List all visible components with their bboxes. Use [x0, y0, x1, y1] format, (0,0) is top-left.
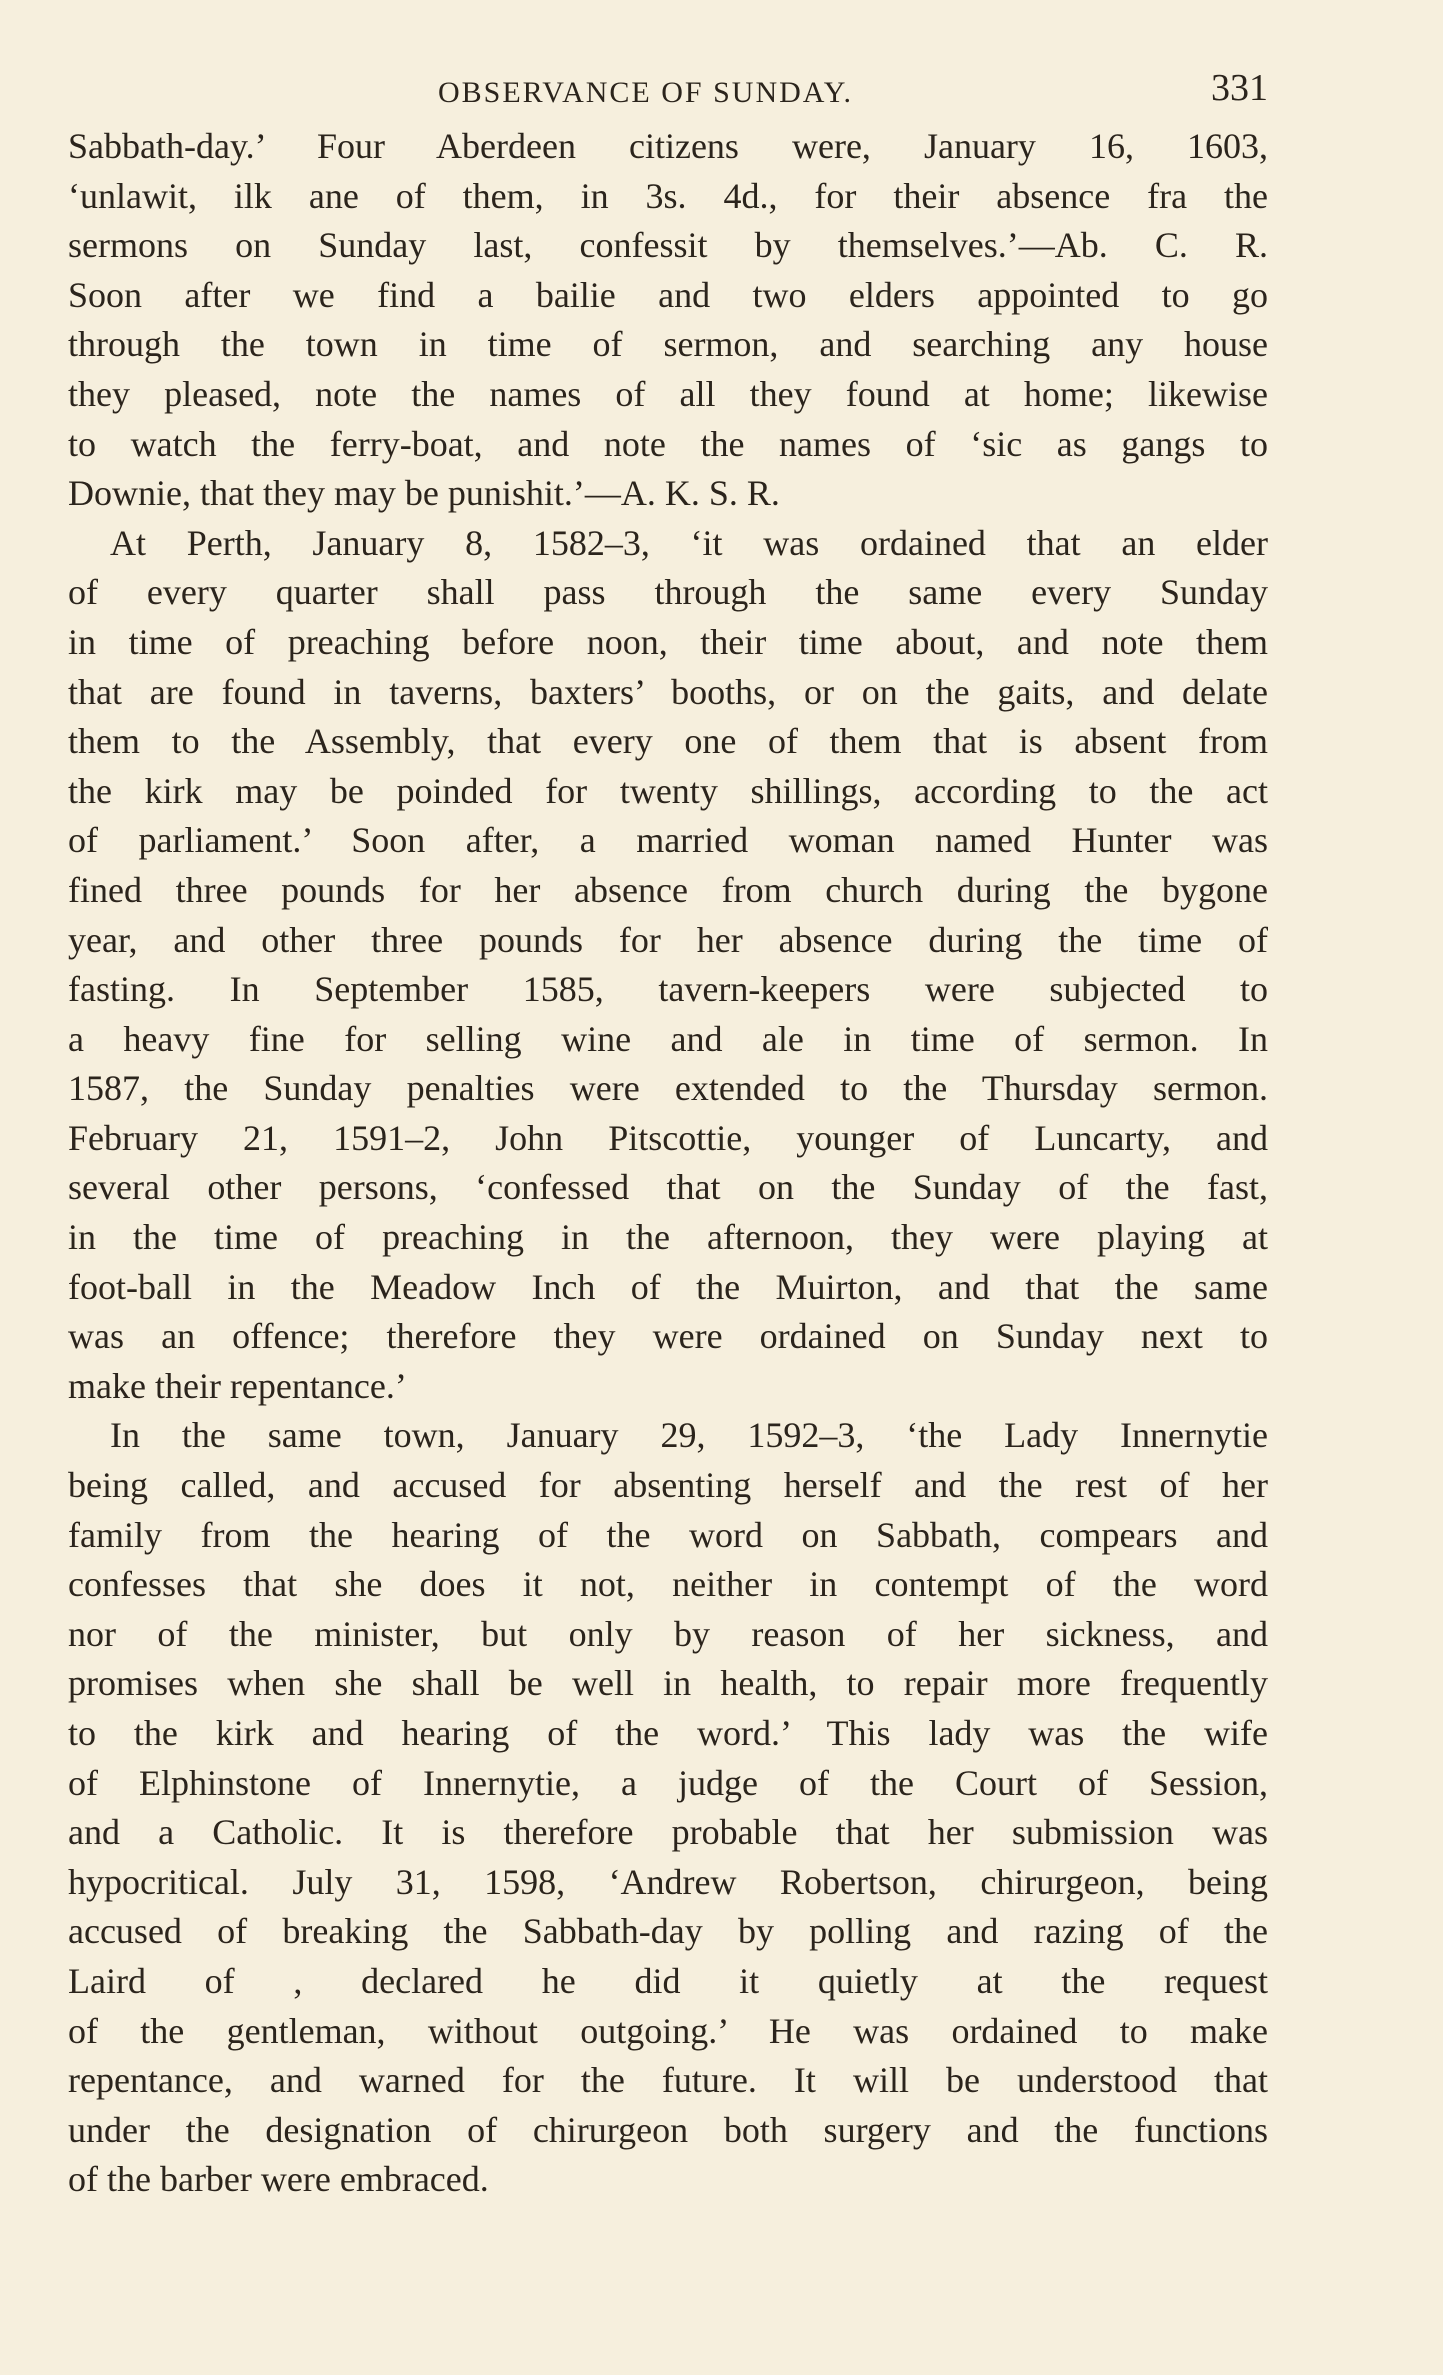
text-line: Downie, that they may be punishit.’—A. K. S. R. — [68, 473, 780, 514]
text-line: in time of preaching before noon, their time about, and note them — [68, 621, 1268, 662]
text-line: of the barber were embraced. — [68, 2159, 489, 2200]
text-line: of the gentleman, without outgoing.’ He was ordained to make — [68, 2010, 1268, 2051]
text-line: fasting. In September 1585, tavern-keepers were subjected to — [68, 969, 1268, 1010]
text-line: of Elphinstone of Innernytie, a judge of the Court of Session, — [68, 1762, 1268, 1803]
text-line: under the designation of chirurgeon both surgery and the functions — [68, 2109, 1268, 2150]
text-line: Sabbath-day.’ Four Aberdeen citizens were, January 16, 1603, — [68, 126, 1268, 166]
running-head — [68, 62, 1268, 122]
text-line: they pleased, note the names of all they found at home; likewise — [68, 373, 1268, 414]
text-line: of parliament.’ Soon after, a married woman named Hunter was — [68, 820, 1268, 861]
paragraph — [68, 519, 1268, 1412]
text-line: accused of breaking the Sabbath-day by polling and razing of the — [68, 1911, 1268, 1952]
text-line: promises when she shall be well in health, to repair more frequently — [68, 1663, 1268, 1704]
text-line: confesses that she does it not, neither in contempt of the word — [68, 1564, 1268, 1605]
text-line: several other persons, ‘confessed that on the Sunday of the fast, — [68, 1167, 1268, 1208]
body-text — [68, 122, 1268, 2205]
text-line: 1587, the Sunday penalties were extended to the Thursday sermon. — [68, 1068, 1268, 1109]
text-line: hypocritical. July 31, 1598, ‘Andrew Robertson, chirurgeon, being — [68, 1861, 1268, 1902]
text-line: make their repentance.’ — [68, 1365, 407, 1406]
text-line: a heavy fine for selling wine and ale in time of sermon. In — [68, 1018, 1268, 1059]
text-line: was an offence; therefore they were ordained on Sunday next to — [68, 1316, 1268, 1357]
text-line: of every quarter shall pass through the same every Sunday — [68, 572, 1268, 613]
text-line: nor of the minister, but only by reason of her sickness, and — [68, 1613, 1268, 1654]
text-line: in the time of preaching in the afternoon, they were playing at — [68, 1217, 1268, 1258]
running-title: OBSERVANCE OF SUNDAY. — [438, 76, 853, 109]
text-line: February 21, 1591–2, John Pitscottie, younger of Luncarty, and — [68, 1117, 1268, 1158]
paragraph — [68, 1411, 1268, 2205]
text-line: to the kirk and hearing of the word.’ This lady was the wife — [68, 1713, 1268, 1753]
text-line: In the same town, January 29, 1592–3, ‘the Lady Innernytie — [110, 1415, 1268, 1456]
text-line: the kirk may be poinded for twenty shillings, according to the act — [68, 770, 1268, 811]
text-line: them to the Assembly, that every one of them that is absent from — [68, 721, 1268, 762]
text-line: to watch the ferry-boat, and note the names of ‘sic as gangs to — [68, 423, 1268, 464]
text-line: that are found in taverns, baxters’ booths, or on the gaits, and delate — [68, 671, 1268, 712]
text-line: and a Catholic. It is therefore probable that her submission was — [68, 1812, 1268, 1853]
text-line: family from the hearing of the word on Sabbath, compears and — [68, 1514, 1268, 1555]
text-line: At Perth, January 8, 1582–3, ‘it was ordained that an elder — [110, 522, 1268, 563]
page-number: 331 — [1211, 67, 1268, 109]
text-line: ‘unlawit, ilk ane of them, in 3s. 4d., for their absence fra the — [68, 175, 1268, 216]
text-line: foot-ball in the Meadow Inch of the Muirton, and that the same — [68, 1266, 1268, 1307]
paragraph — [68, 122, 1268, 519]
text-line: year, and other three pounds for her absence during the time of — [68, 919, 1268, 960]
text-line: Laird of , declared he did it quietly at the request — [68, 1960, 1268, 2001]
text-line: sermons on Sunday last, confessit by themselves.’—Ab. C. R. — [68, 225, 1268, 266]
text-line: repentance, and warned for the future. It will be understood that — [68, 2060, 1268, 2101]
text-line: fined three pounds for her absence from church during the bygone — [68, 869, 1268, 910]
text-line: through the town in time of sermon, and searching any house — [68, 324, 1268, 365]
text-line: being called, and accused for absenting herself and the rest of her — [68, 1465, 1268, 1506]
text-line: Soon after we find a bailie and two elders appointed to go — [68, 274, 1268, 315]
